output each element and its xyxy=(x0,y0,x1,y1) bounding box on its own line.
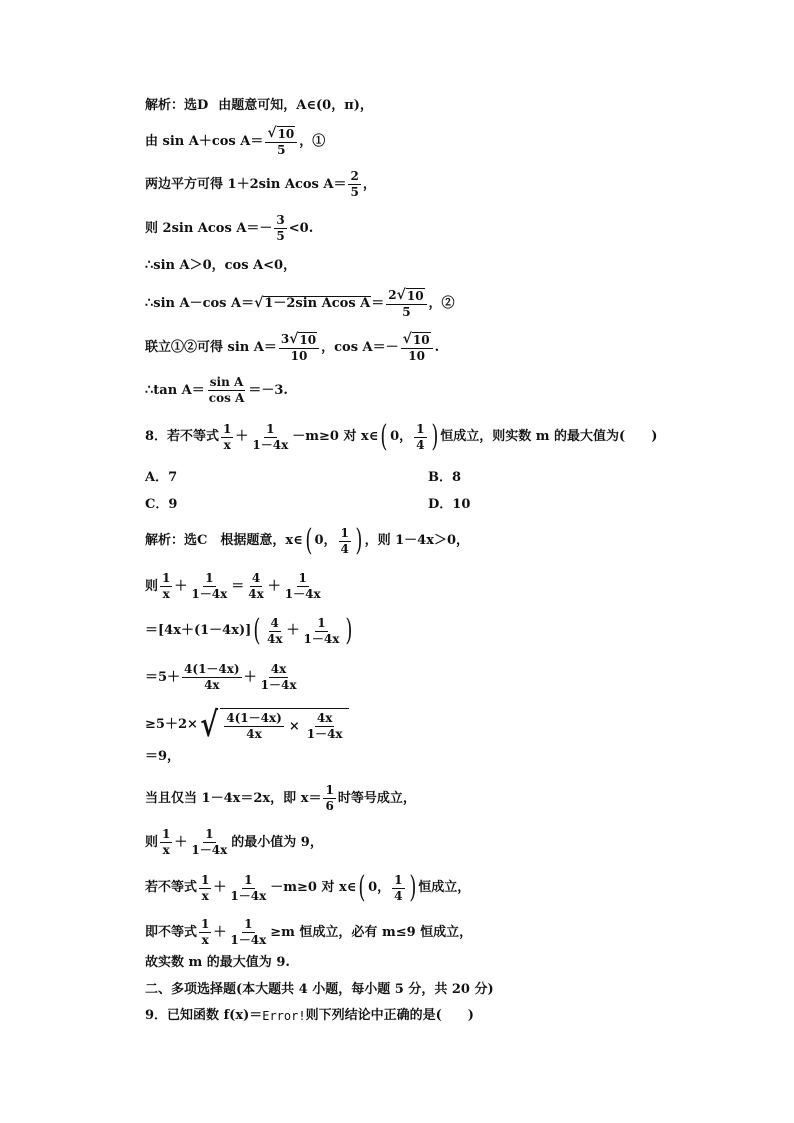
den-cosA: cos A xyxy=(208,391,245,405)
s1a: 1 xyxy=(162,571,171,585)
sol8-step6 xyxy=(145,784,416,813)
s8e: 1 xyxy=(394,872,403,887)
sqrt10: 10 xyxy=(277,127,295,141)
s1d: 1－4x xyxy=(191,587,228,601)
s6-iff: 当且仅当 1－4x＝2x，即 x＝ xyxy=(145,790,322,806)
s4-times: × xyxy=(288,718,300,734)
s1e: 4 xyxy=(251,571,261,585)
s8-plus: ＋ xyxy=(213,880,227,895)
s7-plus: ＋ xyxy=(174,834,188,850)
frac-2sqrt10-over-5: 2 √ 10 5 xyxy=(386,288,426,319)
question-8: 8．若不等式 $\frac{1}{x}$ ＋ $\frac{1}{1-4x}$ －m≥0 对 x∈ ( 0， $\frac{1}{4}$ ) 恒成立，则实数 m 的最大值为( ) xyxy=(145,419,658,454)
s1h: 1－4x xyxy=(284,587,321,601)
s4-sqrt: √ $\frac{4(1-4x)}{4x}$ × $\frac{4x}{1-4x}$ xyxy=(198,708,349,742)
s4-ge: ≥5＋2× xyxy=(145,717,198,732)
s2-frac-1-14x xyxy=(302,617,342,646)
frac-sqrt10-over-10: √ 10 10 xyxy=(401,332,433,363)
frac-sin-over-cos xyxy=(207,376,247,405)
den-5b: 5 xyxy=(350,185,359,199)
q8-cond: －m≥0 对 x∈ xyxy=(292,429,379,444)
eq5-text: ∴sin A－cos A＝ xyxy=(145,295,255,311)
s2c: 1 xyxy=(317,615,326,630)
q8-stem: 8．若不等式 xyxy=(145,429,220,444)
s2-bracket: ＝[4x＋(1－4x)] xyxy=(145,623,252,638)
den-5c: 5 xyxy=(276,229,285,243)
sol8-four: 4 xyxy=(340,541,349,556)
equation-2 xyxy=(145,170,376,199)
frac-1-over-x xyxy=(221,423,233,452)
option-c[interactable]: C．9 xyxy=(145,497,178,512)
s1-plus: ＋ xyxy=(174,578,188,594)
option-d[interactable]: D．10 xyxy=(428,497,471,512)
step1-frac-1-x xyxy=(160,572,172,601)
solution-given: 由题意可知， xyxy=(218,98,297,113)
num-sinA: sin A xyxy=(209,375,244,389)
sol8-step2: ＝[4x＋(1－4x)] ( $\frac{4}{4x}$ ＋ $\frac{1}{1-4x}$ ) xyxy=(145,613,353,648)
s4b: 4x xyxy=(246,727,262,741)
q8-plus: ＋ xyxy=(235,429,249,444)
frac-1-over-4 xyxy=(414,423,426,452)
s8-zero: 0， xyxy=(368,880,391,895)
option-b[interactable]: B．8 xyxy=(428,470,462,485)
s1b: x xyxy=(162,587,170,601)
s8d: 1－4x xyxy=(230,888,267,903)
eq7-post: ＝－3. xyxy=(248,382,288,398)
s2a: 4 xyxy=(270,615,279,630)
marker-2: ，② xyxy=(428,295,455,311)
sol8-frac-1-4 xyxy=(339,527,351,556)
frac-3sqrt10-over-10: 3 √ 10 10 xyxy=(279,332,319,363)
s3-plus: ＋ xyxy=(243,669,257,685)
s4-frac2 xyxy=(305,712,345,741)
s4-frac xyxy=(224,712,284,741)
equation-6 xyxy=(145,332,439,363)
q9-tail: 则下列结论中正确的是( ) xyxy=(305,1008,474,1023)
q8-four: 4 xyxy=(416,437,425,452)
s1f: 4x xyxy=(248,587,264,601)
eq5-equals: ＝ xyxy=(371,295,385,311)
s2d: 1－4x xyxy=(303,631,340,646)
s3-frac xyxy=(182,663,242,692)
section2-text: 二、多项选择题(本大题共 4 小题，每小题 5 分，共 20 分) xyxy=(145,982,494,997)
step1-frac-4-4x xyxy=(246,572,266,601)
den-10: 10 xyxy=(290,349,308,363)
s9b: x xyxy=(201,933,209,947)
s4c: 4x xyxy=(316,711,333,725)
s9-plus: ＋ xyxy=(213,924,227,940)
sol8-conclusion xyxy=(145,955,290,971)
sqrt-radicand: 1－2sin Acos A xyxy=(264,296,371,311)
s9-frac-1-x xyxy=(199,918,211,947)
question-9 xyxy=(145,1008,474,1024)
s3a: 4(1－4x) xyxy=(184,662,240,676)
s8-pre: 若不等式 xyxy=(145,880,198,895)
sol8-then: ，则 1－4x＞0， xyxy=(364,533,469,548)
eq1-text: 由 sin A＋cos A＝ xyxy=(145,133,264,149)
eq7-text: ∴tan A＝ xyxy=(145,382,205,398)
sol8-lead-text: 解析：选C 根据题意，x∈ xyxy=(145,533,303,548)
s8-frac-1-14x xyxy=(228,874,268,903)
s8c: 1 xyxy=(244,872,253,887)
q8-one-c: 1 xyxy=(416,421,425,436)
equation-5 xyxy=(145,288,455,319)
eq6-text: 联立①②可得 sin A＝ xyxy=(145,339,277,355)
solution-lead: 解析：选D xyxy=(145,98,209,113)
s9c: 1 xyxy=(244,917,253,931)
s4a: 4(1－4x) xyxy=(226,711,282,725)
eq6-mid: ，cos A＝－ xyxy=(321,339,399,355)
equation-4 xyxy=(145,258,296,274)
den-10b: 10 xyxy=(408,349,425,363)
q8-zero: 0， xyxy=(390,429,413,444)
step1-frac-1-14x xyxy=(189,572,229,601)
frac-2-over-5 xyxy=(348,170,360,199)
q8-one: 1 xyxy=(223,421,232,436)
conclusion-text: 故实数 m 的最大值为 9. xyxy=(145,955,290,970)
s6b: 6 xyxy=(325,799,334,813)
s7a: 1 xyxy=(162,827,171,841)
equation-7 xyxy=(145,376,288,405)
s3-frac2 xyxy=(259,663,299,692)
coef-3: 3 xyxy=(280,332,290,346)
sol8-one: 1 xyxy=(340,525,349,540)
sqrt10b: 10 xyxy=(406,289,424,303)
s2-plus: ＋ xyxy=(286,623,300,638)
s6-tail: 时等号成立， xyxy=(337,790,416,806)
num-3: 3 xyxy=(276,213,285,227)
step1-frac-1-14x-b xyxy=(283,572,323,601)
eq2-text: 两边平方可得 1＋2sin Acos A＝ xyxy=(145,176,347,192)
sqrt10d: 10 xyxy=(412,333,430,347)
sol8-step5 xyxy=(145,749,180,765)
q8-one-b: 1 xyxy=(266,421,275,436)
frac-sqrt10-over-5: √ 10 5 xyxy=(265,126,297,157)
section-header-2 xyxy=(145,982,494,998)
s8-cond: －m≥0 对 x∈ xyxy=(270,880,357,895)
s9a: 1 xyxy=(201,917,210,931)
s7-ze: 则 xyxy=(145,834,159,850)
solution-domain: A∈(0，π)， xyxy=(296,98,373,113)
equation-3 xyxy=(145,214,313,243)
s2-frac-4-4x xyxy=(265,617,285,646)
s8-tail: 恒成立， xyxy=(418,880,471,895)
sol8-step4 xyxy=(145,705,349,745)
sqrt10c: 10 xyxy=(299,333,317,347)
q8-den: 1－4x xyxy=(252,437,289,452)
comma: ， xyxy=(362,176,376,192)
s8-frac-1-x xyxy=(199,874,211,903)
s8b: x xyxy=(201,888,209,903)
coef-2: 2 xyxy=(388,288,397,302)
s9d: 1－4x xyxy=(230,933,267,947)
sol8-step7 xyxy=(145,828,323,857)
s7-tail: 的最小值为 9， xyxy=(231,834,323,850)
s3-five: ＝5＋ xyxy=(145,669,181,685)
sol8-step1 xyxy=(145,572,325,601)
s9-tail: ≥m 恒成立，必有 m≤9 恒成立， xyxy=(270,924,473,940)
s2b: 4x xyxy=(266,631,283,646)
lt0: <0. xyxy=(288,220,314,236)
q9-error: Error! xyxy=(262,1009,306,1023)
s5-eq9: ＝9， xyxy=(145,749,181,764)
s6-frac-1-6 xyxy=(323,784,335,813)
s1-plus2: ＋ xyxy=(267,578,281,594)
sol8-step3 xyxy=(145,663,300,692)
marker-1: ，① xyxy=(299,133,326,149)
s7b: x xyxy=(162,843,170,857)
num-2: 2 xyxy=(350,169,359,183)
s4d: 1－4x xyxy=(306,727,343,741)
q8-tail: 恒成立，则实数 m 的最大值为( ) xyxy=(440,429,658,444)
s7d: 1－4x xyxy=(191,843,228,857)
s3c: 4x xyxy=(270,662,287,676)
option-a[interactable]: A．7 xyxy=(145,470,178,485)
s8f: 4 xyxy=(394,888,403,903)
sqrt-expression: √ 1－2sin Acos A xyxy=(254,295,371,311)
step1-ze: 则 xyxy=(145,578,159,594)
s3d: 1－4x xyxy=(260,678,297,692)
den-5: 5 xyxy=(277,143,286,157)
s8a: 1 xyxy=(201,872,210,887)
s7c: 1 xyxy=(205,827,214,841)
s7-frac-1-14x xyxy=(189,828,229,857)
s9-frac-1-14x xyxy=(228,918,268,947)
s9-pre: 即不等式 xyxy=(145,924,198,940)
sol8-lead: 解析：选C 根据题意，x∈ ( 0， $\frac{1}{4}$ ) ，则 1－4x＞0， xyxy=(145,523,469,558)
s1g: 1 xyxy=(298,571,307,585)
eq4-text: ∴sin A＞0，cos A<0， xyxy=(145,258,297,273)
s1-eq: ＝ xyxy=(231,578,245,594)
q8-x: x xyxy=(223,437,231,452)
sol8-zero: 0， xyxy=(314,533,337,548)
s6a: 1 xyxy=(325,783,334,797)
sol8-step8: 若不等式 $\frac{1}{x}$ ＋ $\frac{1}{1-4x}$ －m≥0 对 x∈ ( 0， $\frac{1}{4}$ ) 恒成立， xyxy=(145,870,471,905)
den-5d: 5 xyxy=(402,305,411,319)
s8-frac-1-4 xyxy=(392,874,404,903)
eq3-text: 则 2sin Acos A＝－ xyxy=(145,220,273,236)
solution-header xyxy=(145,98,373,114)
s7-frac-1-x xyxy=(160,828,172,857)
frac-1-over-1-4x xyxy=(250,423,290,452)
s1c: 1 xyxy=(205,571,214,585)
q9-pre: 9．已知函数 f(x)＝ xyxy=(145,1008,263,1023)
period: . xyxy=(434,339,440,355)
frac-3-over-5 xyxy=(274,214,286,243)
s3b: 4x xyxy=(204,678,220,692)
sol8-step9 xyxy=(145,918,472,947)
equation-1 xyxy=(145,126,325,157)
